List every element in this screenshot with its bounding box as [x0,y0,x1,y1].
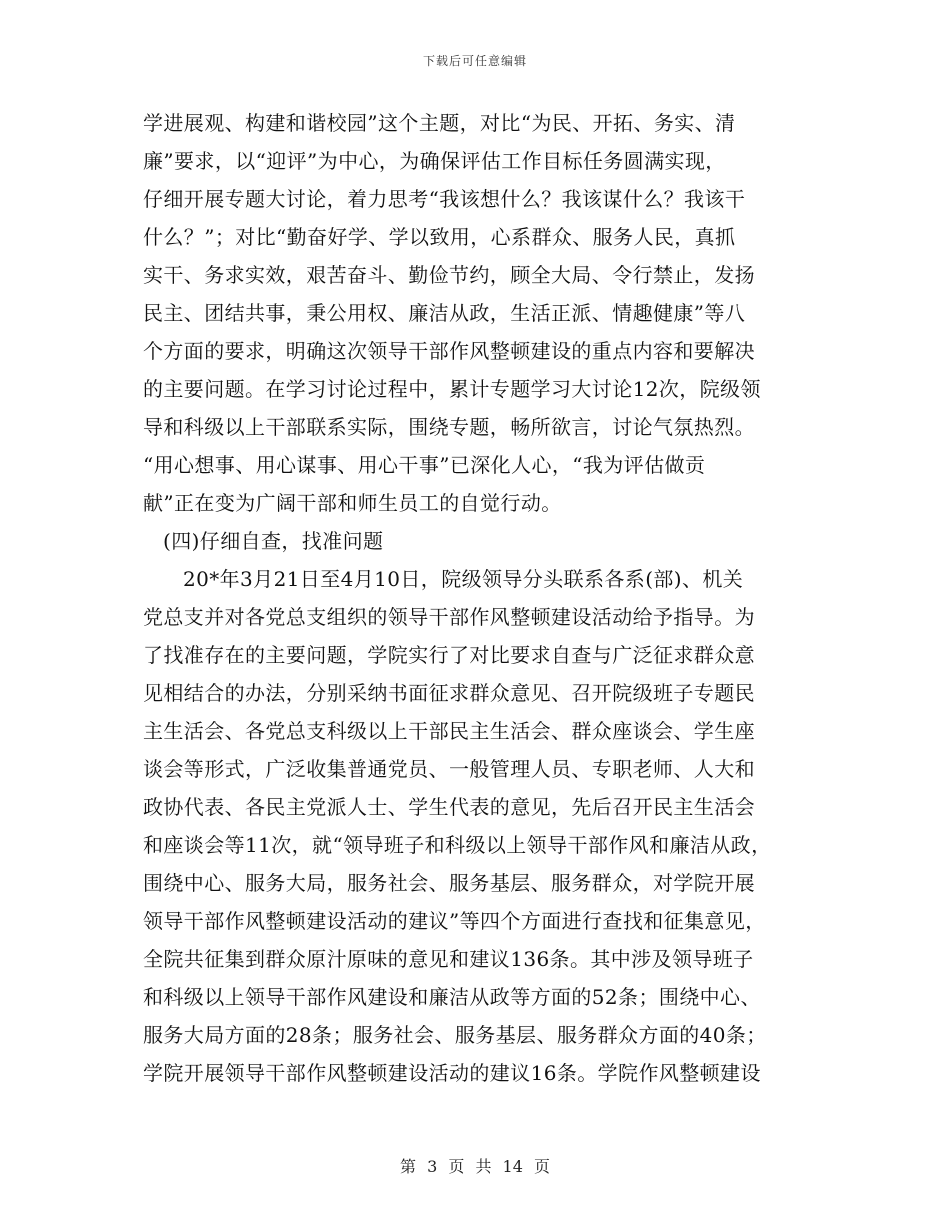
text-line: 廉”要求，以“迎评”为中心，为确保评估工作目标任务圆满实现， [143,149,726,173]
page-number-footer: 第 3 页 共 14 页 [400,1157,550,1176]
text-line: 全院共征集到群众原汁原味的意见和建议136条。其中涉及领导班子 [143,947,754,971]
text-line: 主生活会、各党总支科级以上干部民主生活会、群众座谈会、学生座 [143,719,755,743]
paragraph-2 [143,560,811,1092]
section-heading: (四)仔细自查，找准问题 [163,529,384,553]
text-line: 仔细开展专题大讨论，着力思考“我该想什么？我该谋什么？我该干 [143,187,746,211]
text-line: “用心想事、用心谋事、用心干事”已深化人心，“我为评估做贡 [143,453,706,477]
text-line: 学进展观、构建和谐校园”这个主题，对比“为民、开拓、务实、清 [143,111,736,135]
text-line: 了找准存在的主要问题，学院实行了对比要求自查与广泛征求群众意 [143,643,755,667]
text-line: 围绕中心、服务大局，服务社会、服务基层、服务群众，对学院开展 [143,871,755,895]
text-line: 和座谈会等11次，就“领导班子和科级以上领导干部作风和廉洁从政， [143,833,772,857]
text-line: 什么？”；对比“勤奋好学、学以致用，心系群众、服务人民，真抓 [143,225,736,249]
text-line: 和科级以上领导干部作风建设和廉洁从政等方面的52条；围绕中心、 [143,985,761,1009]
page-header: 下载后可任意编辑 [422,54,527,68]
paragraph-1 [143,104,811,522]
text-line: 导和科级以上干部联系实际，围绕专题，畅所欲言，讨论气氛热烈。 [143,415,755,439]
text-line: 谈会等形式，广泛收集普通党员、一般管理人员、专职老师、人大和 [143,757,755,781]
text-line: 实干、务求实效，艰苦奋斗、勤俭节约，顾全大局、令行禁止，发扬 [143,263,755,287]
text-line: 见相结合的办法，分别采纳书面征求群众意见、召开院级班子专题民 [143,681,755,705]
text-line: 民主、团结共事，秉公用权、廉洁从政，生活正派、情趣健康”等八 [143,301,746,325]
text-line: 党总支并对各党总支组织的领导干部作风整顿建设活动给予指导。为 [143,605,755,629]
text-line: 服务大局方面的28条；服务社会、服务基层、服务群众方面的40条； [143,1023,767,1047]
text-line: 领导干部作风整顿建设活动的建议”等四个方面进行查找和征集意见， [143,909,766,933]
text-line: 的主要问题。在学习讨论过程中，累计专题学习大讨论12次，院级领 [143,377,761,401]
document-body [143,104,811,1092]
text-line: 学院开展领导干部作风整顿建设活动的建议16条。学院作风整顿建设 [143,1061,761,1085]
text-line: 20*年3月21日至4月10日，院级领导分头联系各系(部)、机关 [183,567,744,591]
text-line: 政协代表、各民主党派人士、学生代表的意见，先后召开民主生活会 [143,795,755,819]
text-line: 献”正在变为广阔干部和师生员工的自觉行动。 [143,491,562,515]
text-line: 个方面的要求，明确这次领导干部作风整顿建设的重点内容和要解决 [143,339,755,363]
